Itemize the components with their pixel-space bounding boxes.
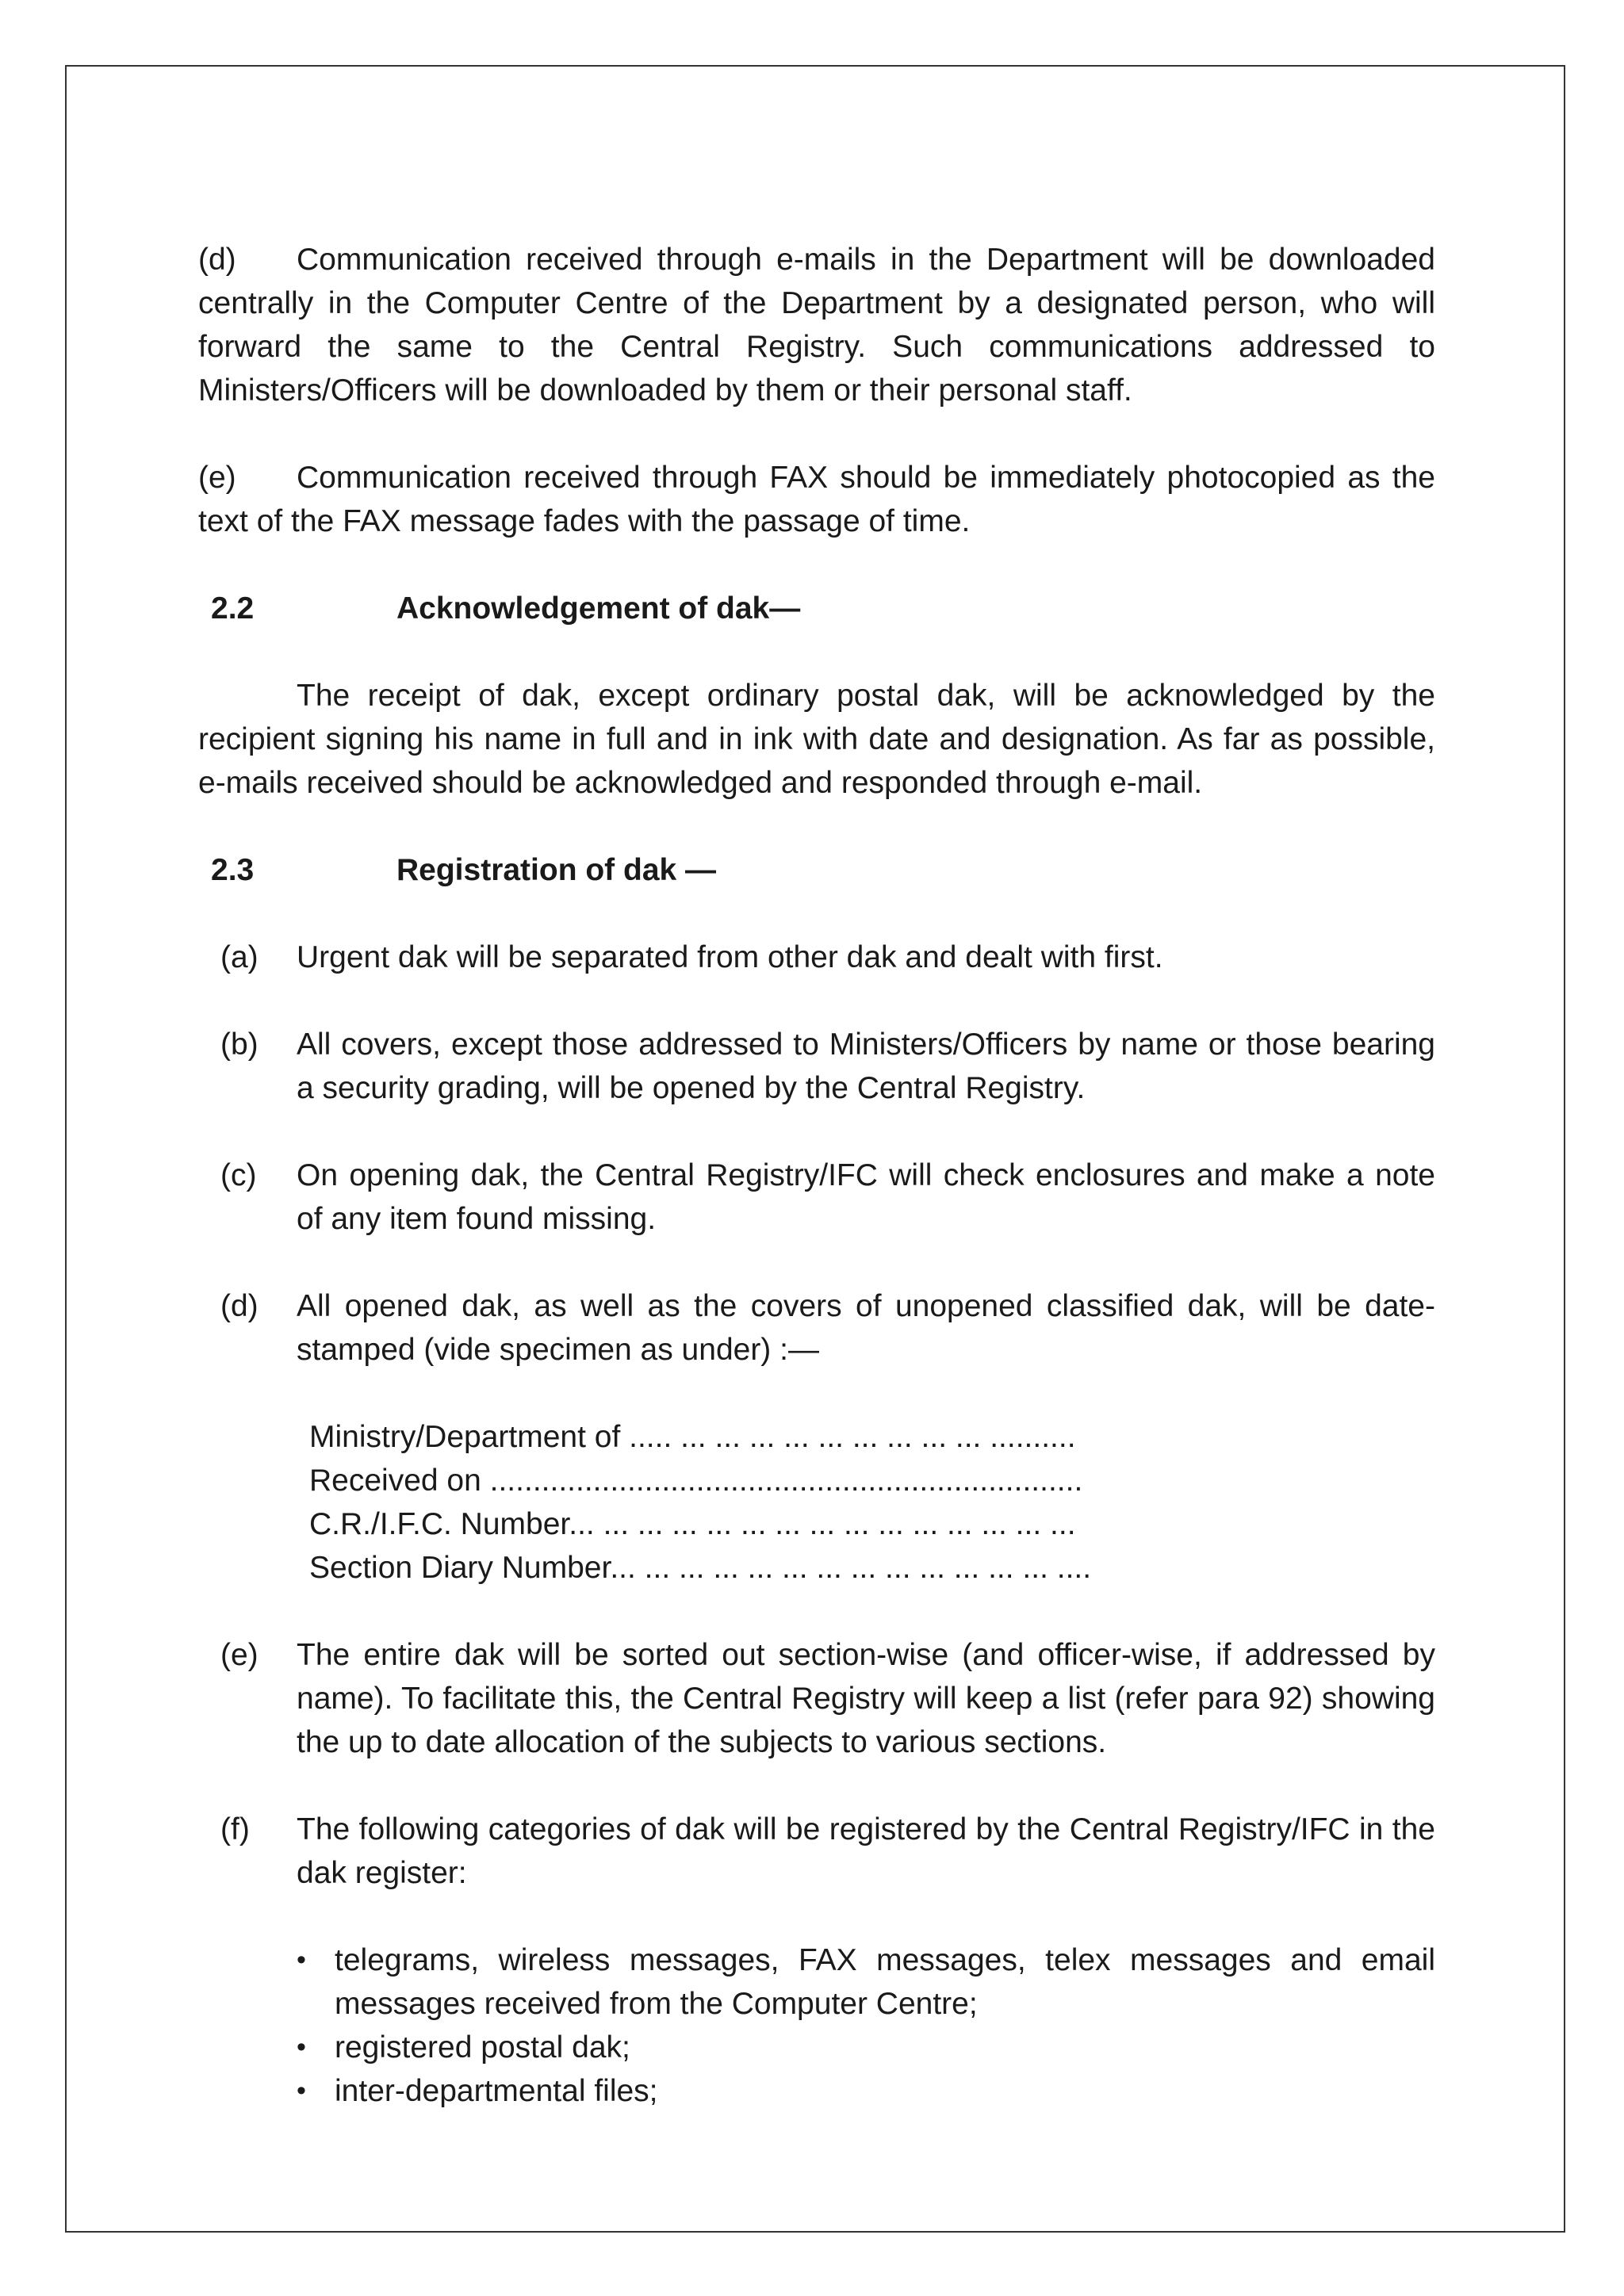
section-title: Registration of dak — — [396, 853, 717, 887]
list-marker: (e) — [220, 1638, 259, 1672]
list-marker: (f) — [220, 1812, 250, 1846]
list-item-c — [198, 1154, 1435, 1241]
date-stamp-specimen — [309, 1415, 1435, 1590]
bullet-icon: • — [297, 2076, 306, 2106]
stamp-line-section-diary-number: Section Diary Number... ... ... ... ... ... ... ... ... ... ... ... ... .... — [309, 1551, 1092, 1585]
paragraph-d-email — [198, 238, 1435, 412]
list-item-f — [198, 1808, 1435, 1895]
list-text: On opening dak, the Central Registry/IFC will check enclosures and make a note of any item found missing. — [297, 1158, 1435, 1236]
list-item-b — [198, 1023, 1435, 1110]
list-item-a — [198, 936, 1435, 979]
section-number: 2.2 — [211, 591, 255, 626]
paragraph-e-fax — [198, 456, 1435, 543]
list-marker: (d) — [220, 1289, 259, 1323]
stamp-line-cr-ifc-number: C.R./I.F.C. Number... ... ... ... ... ... ... ... ... ... ... ... ... ... ... — [309, 1507, 1076, 1541]
section-2-2-body: The receipt of dak, except ordinary postal dak, will be acknowledged by the recipient signing his name in full and in ink with date and designation. As far as possible, e-mails received should be acknowledged and responded through e-mail. — [198, 679, 1435, 800]
stamp-line-ministry: Ministry/Department of ..... ... ... ... ... ... ... ... ... ... .......... — [309, 1420, 1076, 1454]
dak-category-bullet-list — [297, 1938, 1435, 2113]
section-number: 2.3 — [211, 853, 255, 887]
section-title: Acknowledgement of dak— — [396, 591, 801, 626]
list-marker: (b) — [220, 1027, 259, 1062]
list-item-d — [198, 1284, 1435, 1372]
list-text: Urgent dak will be separated from other dak and dealt with first. — [297, 940, 1163, 974]
section-heading-2-3 — [198, 848, 1435, 892]
bullet-text: inter-departmental files; — [335, 2074, 658, 2108]
bullet-icon: • — [297, 2032, 306, 2062]
bullet-item — [297, 2026, 1435, 2069]
list-item-e — [198, 1633, 1435, 1764]
list-marker: (a) — [220, 940, 259, 974]
list-marker: (c) — [220, 1158, 257, 1192]
list-text: The following categories of dak will be registered by the Central Registry/IFC in the dak register: — [297, 1812, 1435, 1890]
stamp-line-received-on: Received on ..................................................................... — [309, 1464, 1083, 1498]
paragraph-marker: (d) — [198, 243, 236, 277]
bullet-item — [297, 1938, 1435, 2026]
document-body — [198, 238, 1435, 2113]
paragraph-marker: (e) — [198, 461, 236, 495]
paragraph-text: Communication received through FAX should be immediately photocopied as the text of the FAX message fades with the passage of time. — [198, 461, 1435, 538]
bullet-text: registered postal dak; — [335, 2030, 630, 2064]
bullet-text: telegrams, wireless messages, FAX messages, telex messages and email messages received from the Computer Centre; — [335, 1943, 1435, 2021]
list-text: The entire dak will be sorted out section-wise (and officer-wise, if addressed by name). To facilitate this, the Central Registry will keep a list (refer para 92) showing the up to date allocation of the subjects to various sections. — [297, 1638, 1435, 1759]
list-text: All opened dak, as well as the covers of unopened classified dak, will be date-stamped (vide specimen as under) :— — [297, 1289, 1435, 1367]
list-text: All covers, except those addressed to Ministers/Officers by name or those bearing a security grading, will be opened by the Central Registry. — [297, 1027, 1435, 1105]
bullet-icon: • — [297, 1945, 306, 1975]
bullet-item — [297, 2069, 1435, 2113]
paragraph-text: Communication received through e-mails in the Department will be downloaded centrally in the Computer Centre of the Department by a designated person, who will forward the same to the Central Registry. Such communications addressed to Ministers/Officers will be downloaded by them or their personal staff. — [198, 243, 1435, 408]
section-heading-2-2 — [198, 587, 1435, 630]
